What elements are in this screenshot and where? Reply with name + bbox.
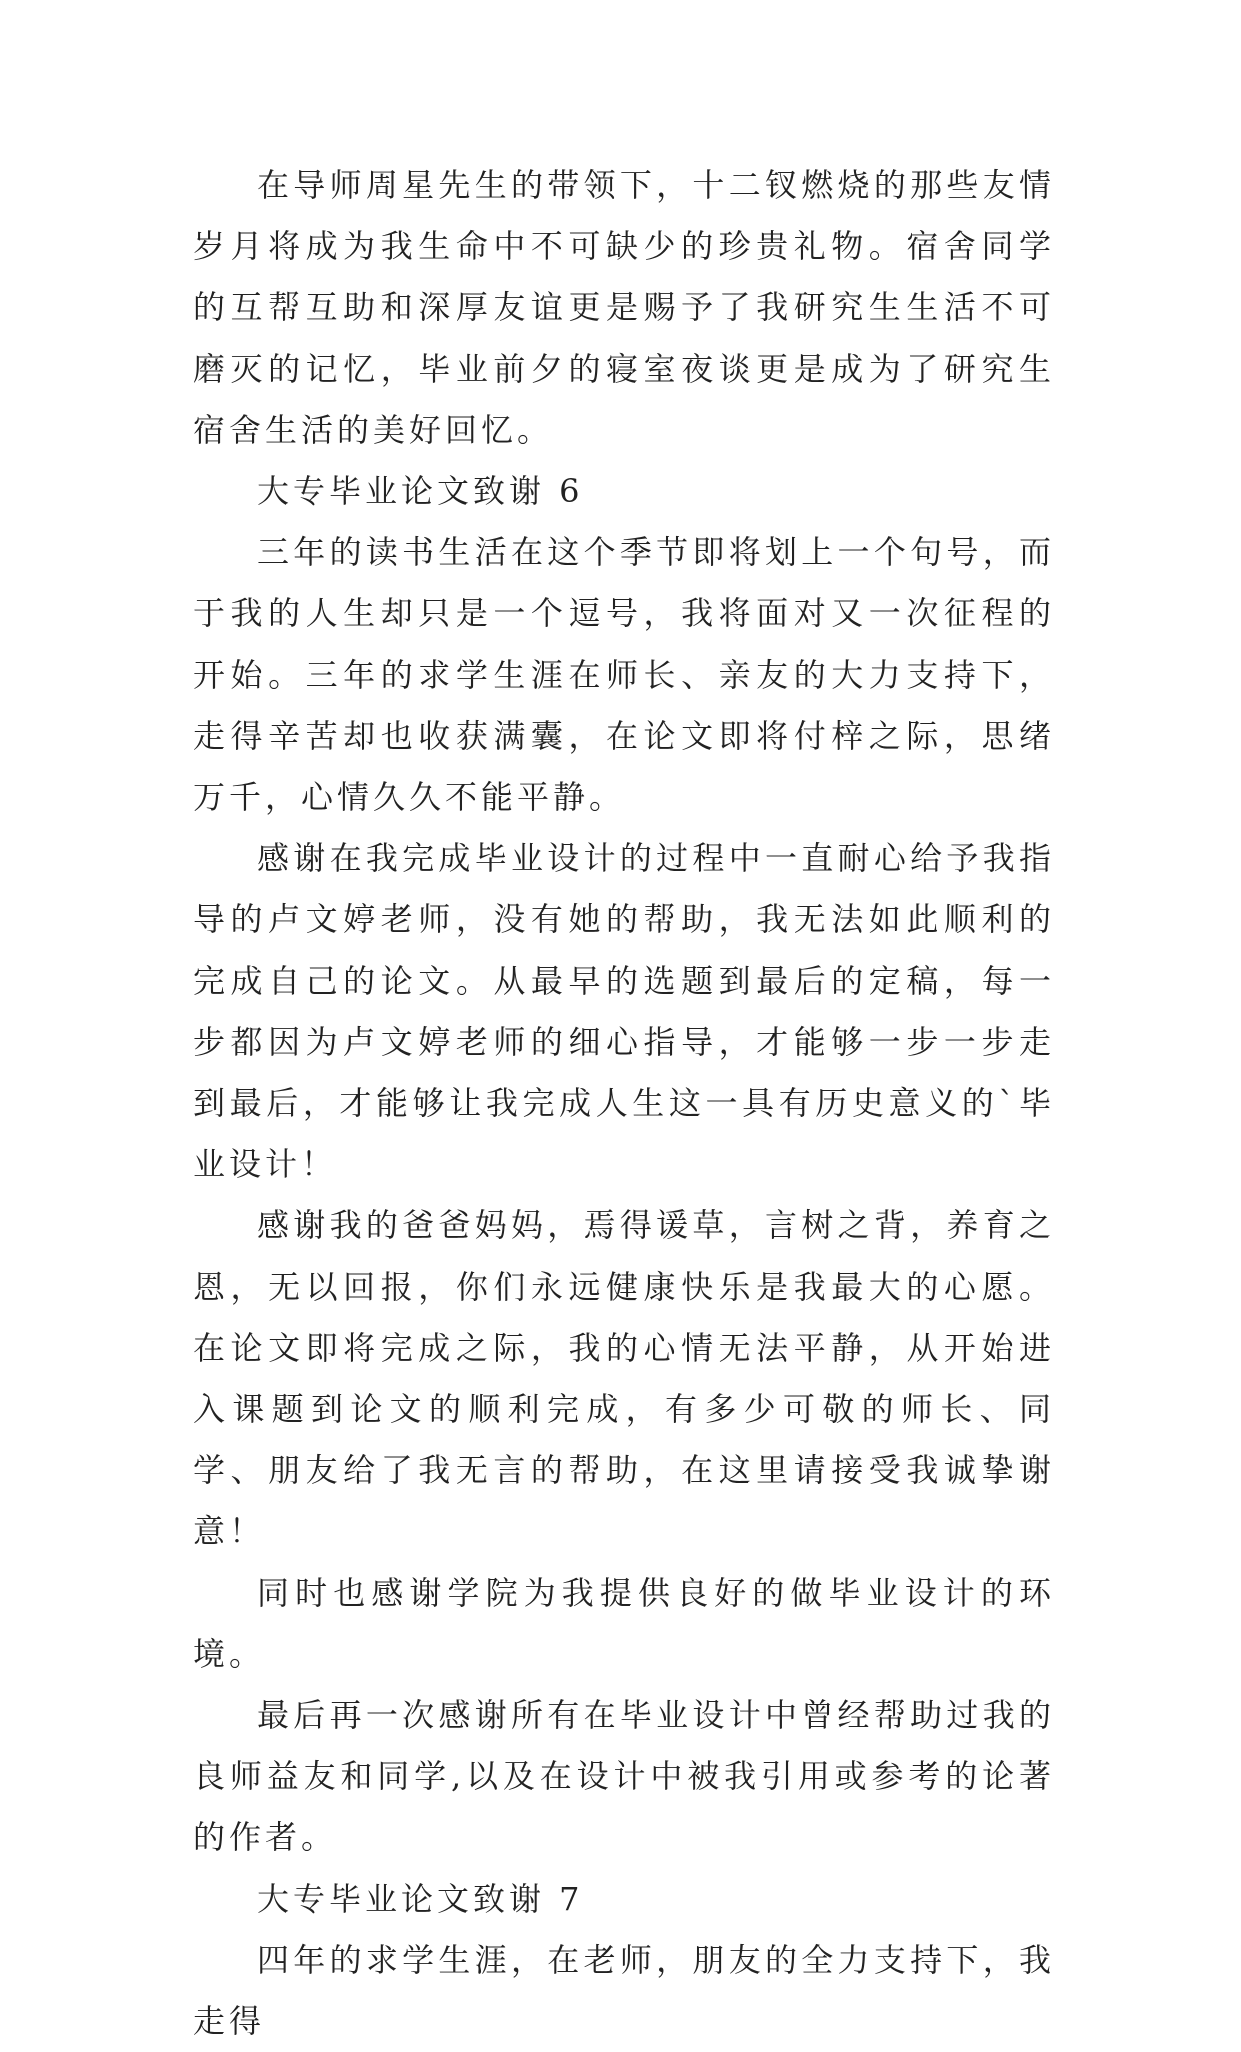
paragraph-final-thanks: 最后再一次感谢所有在毕业设计中曾经帮助过我的良师益友和同学,以及在设计中被我引用或参考的论著的作者。 bbox=[193, 1696, 1055, 1857]
section-heading-6: 大专毕业论文致谢 6 bbox=[257, 472, 584, 511]
paragraph-three-years: 三年的读书生活在这个季节即将划上一个句号，而于我的人生却只是一个逗号，我将面对又一次征程的开始。三年的求学生涯在师长、亲友的大力支持下，走得辛苦却也收获满囊，在论文即将付梓之际，思绪万千，心情久久不能平静。 bbox=[193, 533, 1055, 817]
paragraph-dorm-memories: 在导师周星先生的带领下，十二钗燃烧的那些友情岁月将成为我生命中不可缺少的珍贵礼物。宿舍同学的互帮互助和深厚友谊更是赐予了我研究生生活不可磨灭的记忆，毕业前夕的寝室夜谈更是成为了研究生宿舍生活的美好回忆。 bbox=[193, 166, 1055, 449]
section-heading-7: 大专毕业论文致谢 7 bbox=[257, 1879, 584, 1918]
document-page bbox=[193, 155, 1055, 2052]
paragraph-four-years: 四年的求学生涯，在老师，朋友的全力支持下，我走得 bbox=[193, 1940, 1055, 2041]
paragraph-thanks-advisor: 感谢在我完成毕业设计的过程中一直耐心给予我指导的卢文婷老师，没有她的帮助，我无法如此顺利的完成自己的论文。从最早的选题到最后的定稿，每一步都因为卢文婷老师的细心指导，才能够一步一步走到最后，才能够让我完成人生这一具有历史意义的`毕业设计！ bbox=[193, 839, 1055, 1184]
paragraph-thanks-parents: 感谢我的爸爸妈妈，焉得谖草，言树之背，养育之恩，无以回报，你们永远健康快乐是我最大的心愿。在论文即将完成之际，我的心情无法平静，从开始进入课题到论文的顺利完成，有多少可敬的师长、同学、朋友给了我无言的帮助，在这里请接受我诚挚谢意！ bbox=[193, 1206, 1055, 1551]
paragraph-thanks-college: 同时也感谢学院为我提供良好的做毕业设计的环境。 bbox=[193, 1573, 1055, 1673]
